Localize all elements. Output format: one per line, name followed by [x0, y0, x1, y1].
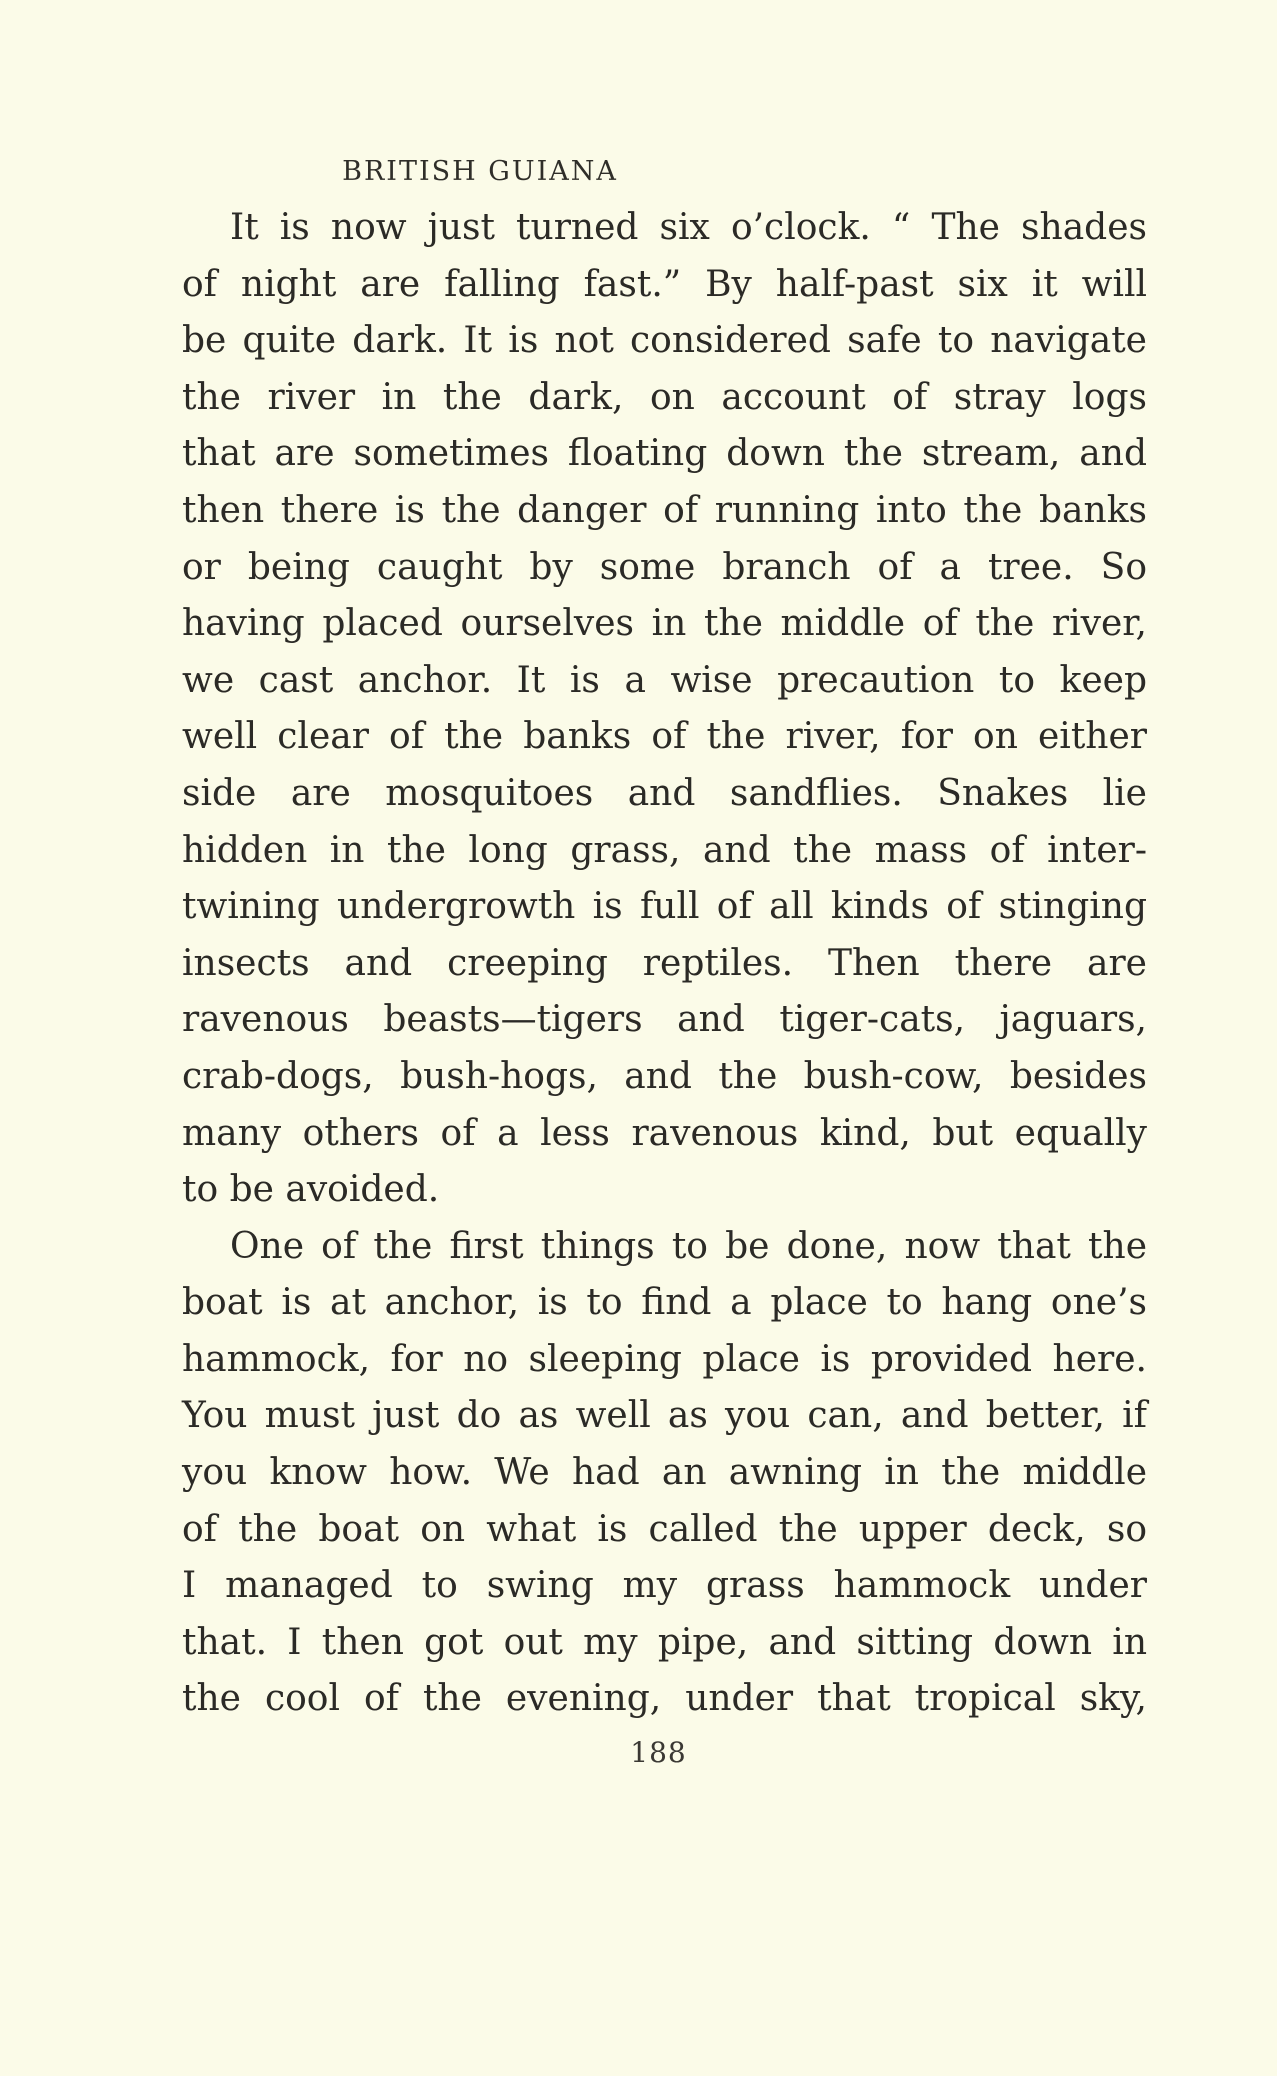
text-line: hidden in the long grass, and the mass of inter-	[182, 829, 1147, 871]
text-line: twining undergrowth is full of all kinds of stinging	[182, 886, 1147, 928]
text-line: ravenous beasts—tigers and tiger-cats, jaguars,	[182, 999, 1147, 1041]
page-number: 188	[630, 1736, 687, 1769]
paragraph-2	[182, 1219, 1147, 1728]
text-line: crab-dogs, bush-hogs, and the bush-cow, besides	[182, 1055, 1147, 1097]
text-line: insects and creeping reptiles. Then there are	[182, 942, 1147, 984]
text-line: of night are falling fast.” By half-past six it will	[182, 263, 1147, 305]
text-line: boat is at anchor, is to find a place to hang one’s	[182, 1282, 1147, 1324]
body-text	[182, 200, 1147, 1728]
text-line: One of the first things to be done, now that the	[230, 1225, 1147, 1267]
text-line: well clear of the banks of the river, for on either	[182, 716, 1147, 758]
text-line: hammock, for no sleeping place is provided here.	[182, 1338, 1147, 1380]
text-line: having placed ourselves in the middle of the river,	[182, 603, 1147, 645]
text-line: I managed to swing my grass hammock under	[182, 1565, 1147, 1607]
text-line: that. I then got out my pipe, and sitting down in	[182, 1621, 1147, 1663]
text-line: or being caught by some branch of a tree. So	[182, 546, 1147, 588]
text-line: side are mosquitoes and sandflies. Snakes lie	[182, 772, 1147, 814]
text-line: you know how. We had an awning in the middle	[182, 1452, 1147, 1494]
paragraph-1	[182, 200, 1147, 1219]
text-line: be quite dark. It is not considered safe to navigate	[182, 320, 1147, 362]
text-line: we cast anchor. It is a wise precaution to keep	[182, 659, 1147, 701]
text-line: to be avoided.	[182, 1169, 440, 1211]
text-line: It is now just turned six o’clock. “ The shades	[230, 207, 1147, 248]
text-line: You must just do as well as you can, and better, if	[182, 1395, 1147, 1437]
text-line: the river in the dark, on account of stray logs	[182, 376, 1147, 418]
text-line: that are sometimes floating down the stream, and	[182, 433, 1147, 475]
text-line: then there is the danger of running into the banks	[182, 489, 1147, 531]
text-line: many others of a less ravenous kind, but equally	[182, 1112, 1147, 1154]
text-line: the cool of the evening, under that tropical sky,	[182, 1678, 1147, 1720]
text-line: of the boat on what is called the upper deck, so	[182, 1508, 1147, 1550]
running-head: BRITISH GUIANA	[342, 156, 618, 187]
